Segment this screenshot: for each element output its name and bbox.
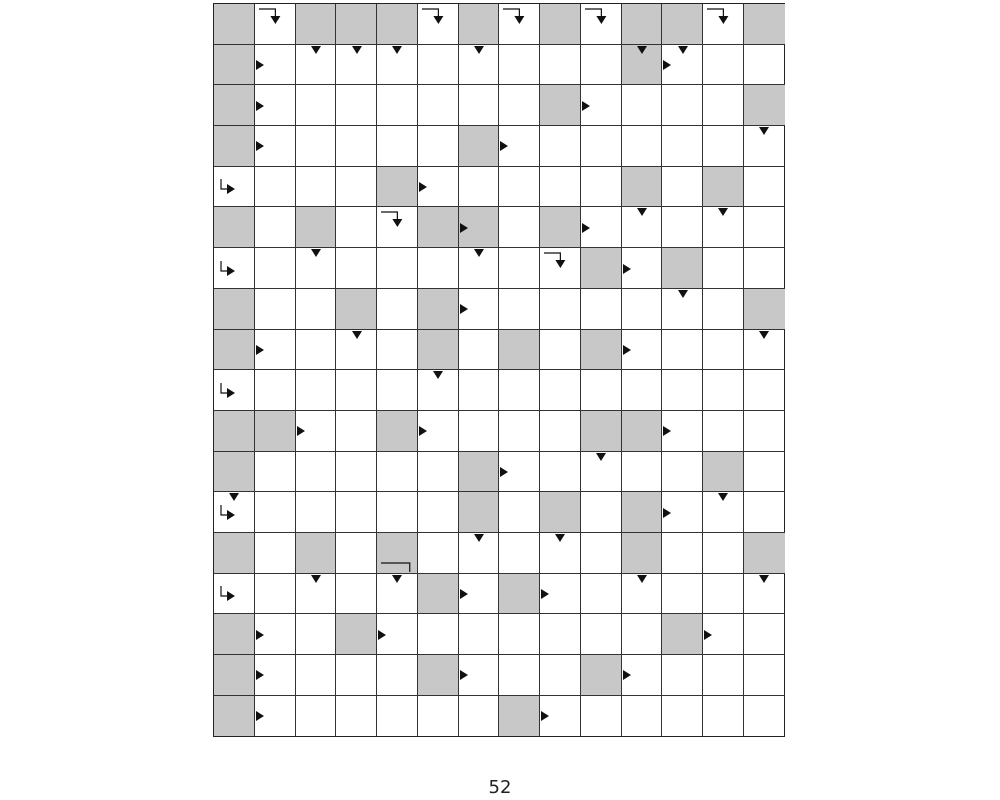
clue-cell <box>336 289 377 330</box>
answer-cell[interactable] <box>622 452 663 493</box>
answer-cell[interactable] <box>662 411 703 452</box>
answer-cell[interactable] <box>296 614 337 655</box>
answer-cell[interactable] <box>744 411 785 452</box>
clue-cell <box>622 533 663 574</box>
answer-cell[interactable] <box>255 696 296 737</box>
answer-cell[interactable] <box>540 452 581 493</box>
answer-cell[interactable] <box>662 85 703 126</box>
answer-cell[interactable] <box>336 533 377 574</box>
answer-cell[interactable] <box>662 167 703 208</box>
clue-cell <box>459 207 500 248</box>
answer-cell[interactable] <box>418 452 459 493</box>
answer-cell[interactable] <box>499 45 540 86</box>
clue-cell <box>622 4 663 45</box>
answer-cell[interactable] <box>540 614 581 655</box>
clue-cell <box>214 4 255 45</box>
answer-cell[interactable] <box>581 614 622 655</box>
answer-cell[interactable] <box>336 330 377 371</box>
clue-cell <box>214 614 255 655</box>
answer-cell[interactable] <box>377 207 418 248</box>
answer-cell[interactable] <box>459 330 500 371</box>
answer-cell[interactable] <box>255 289 296 330</box>
answer-cell[interactable] <box>296 45 337 86</box>
answer-cell[interactable] <box>377 370 418 411</box>
clue-cell <box>459 452 500 493</box>
clue-cell <box>214 45 255 86</box>
answer-cell[interactable] <box>622 248 663 289</box>
answer-cell[interactable] <box>744 126 785 167</box>
answer-cell[interactable] <box>377 126 418 167</box>
answer-cell[interactable] <box>581 126 622 167</box>
answer-cell[interactable] <box>581 167 622 208</box>
clue-cell <box>214 289 255 330</box>
answer-cell[interactable] <box>540 248 581 289</box>
answer-cell[interactable] <box>662 289 703 330</box>
answer-cell[interactable] <box>744 248 785 289</box>
answer-cell[interactable] <box>703 330 744 371</box>
answer-cell[interactable] <box>622 696 663 737</box>
answer-cell[interactable] <box>377 492 418 533</box>
answer-cell[interactable] <box>499 248 540 289</box>
answer-cell[interactable] <box>459 370 500 411</box>
clue-cell <box>622 45 663 86</box>
clue-cell <box>214 411 255 452</box>
answer-cell[interactable] <box>744 574 785 615</box>
clue-cell <box>214 655 255 696</box>
answer-cell[interactable] <box>296 167 337 208</box>
answer-cell[interactable] <box>540 289 581 330</box>
clue-cell <box>540 492 581 533</box>
answer-cell[interactable] <box>255 126 296 167</box>
answer-cell[interactable] <box>662 207 703 248</box>
clue-cell <box>581 655 622 696</box>
answer-cell[interactable] <box>499 4 540 45</box>
answer-cell[interactable] <box>744 45 785 86</box>
clue-cell <box>703 452 744 493</box>
answer-cell[interactable] <box>744 370 785 411</box>
answer-cell[interactable] <box>377 289 418 330</box>
answer-cell[interactable] <box>296 574 337 615</box>
answer-cell[interactable] <box>499 370 540 411</box>
answer-cell[interactable] <box>459 614 500 655</box>
answer-cell[interactable] <box>418 85 459 126</box>
answer-cell[interactable] <box>255 248 296 289</box>
answer-cell[interactable] <box>499 167 540 208</box>
answer-cell[interactable] <box>662 126 703 167</box>
answer-cell[interactable] <box>581 696 622 737</box>
clue-cell <box>499 696 540 737</box>
answer-cell[interactable] <box>255 4 296 45</box>
answer-cell[interactable] <box>214 248 255 289</box>
clue-cell <box>418 330 459 371</box>
answer-cell[interactable] <box>255 370 296 411</box>
answer-cell[interactable] <box>377 696 418 737</box>
answer-cell[interactable] <box>377 45 418 86</box>
answer-cell[interactable] <box>255 207 296 248</box>
clue-cell <box>744 289 785 330</box>
answer-cell[interactable] <box>744 207 785 248</box>
answer-cell[interactable] <box>703 574 744 615</box>
answer-cell[interactable] <box>418 370 459 411</box>
answer-cell[interactable] <box>703 45 744 86</box>
answer-cell[interactable] <box>296 411 337 452</box>
clue-cell <box>662 614 703 655</box>
answer-cell[interactable] <box>662 696 703 737</box>
answer-cell[interactable] <box>703 248 744 289</box>
answer-cell[interactable] <box>255 330 296 371</box>
answer-cell[interactable] <box>703 614 744 655</box>
answer-cell[interactable] <box>459 533 500 574</box>
answer-cell[interactable] <box>581 533 622 574</box>
answer-cell[interactable] <box>255 167 296 208</box>
clue-cell <box>336 614 377 655</box>
clue-cell <box>662 4 703 45</box>
clue-cell <box>214 696 255 737</box>
clue-cell <box>214 207 255 248</box>
answer-cell[interactable] <box>255 614 296 655</box>
answer-cell[interactable] <box>744 655 785 696</box>
clue-cell <box>540 4 581 45</box>
answer-cell[interactable] <box>662 655 703 696</box>
answer-cell[interactable] <box>214 574 255 615</box>
clue-cell <box>581 248 622 289</box>
answer-cell[interactable] <box>703 289 744 330</box>
answer-cell[interactable] <box>459 45 500 86</box>
answer-cell[interactable] <box>662 452 703 493</box>
answer-cell[interactable] <box>499 207 540 248</box>
answer-cell[interactable] <box>459 574 500 615</box>
answer-cell[interactable] <box>459 655 500 696</box>
answer-cell[interactable] <box>296 492 337 533</box>
answer-cell[interactable] <box>622 370 663 411</box>
answer-cell[interactable] <box>499 452 540 493</box>
clue-cell <box>581 411 622 452</box>
clue-cell <box>622 167 663 208</box>
clue-cell <box>214 330 255 371</box>
answer-cell[interactable] <box>255 533 296 574</box>
answer-cell[interactable] <box>459 411 500 452</box>
answer-cell[interactable] <box>744 492 785 533</box>
answer-cell[interactable] <box>255 492 296 533</box>
answer-cell[interactable] <box>418 411 459 452</box>
answer-cell[interactable] <box>336 207 377 248</box>
answer-cell[interactable] <box>336 370 377 411</box>
answer-cell[interactable] <box>459 289 500 330</box>
answer-cell[interactable] <box>540 330 581 371</box>
answer-cell[interactable] <box>255 45 296 86</box>
answer-cell[interactable] <box>703 370 744 411</box>
answer-cell[interactable] <box>336 492 377 533</box>
answer-cell[interactable] <box>296 289 337 330</box>
answer-cell[interactable] <box>336 655 377 696</box>
answer-cell[interactable] <box>662 574 703 615</box>
clue-cell-top <box>499 330 539 351</box>
clue-cell <box>622 411 663 452</box>
answer-cell[interactable] <box>703 85 744 126</box>
answer-cell[interactable] <box>336 45 377 86</box>
answer-cell[interactable] <box>296 696 337 737</box>
clue-cell <box>459 492 500 533</box>
answer-cell[interactable] <box>418 45 459 86</box>
clue-cell <box>418 289 459 330</box>
clue-cell <box>296 533 337 574</box>
answer-cell[interactable] <box>459 167 500 208</box>
answer-cell[interactable] <box>744 614 785 655</box>
answer-cell[interactable] <box>296 126 337 167</box>
answer-cell[interactable] <box>581 452 622 493</box>
answer-cell[interactable] <box>622 289 663 330</box>
answer-cell[interactable] <box>418 492 459 533</box>
answer-cell[interactable] <box>744 167 785 208</box>
answer-cell[interactable] <box>459 696 500 737</box>
clue-cell <box>377 167 418 208</box>
answer-cell[interactable] <box>214 492 255 533</box>
answer-cell[interactable] <box>499 655 540 696</box>
answer-cell[interactable] <box>581 574 622 615</box>
answer-cell[interactable] <box>540 533 581 574</box>
answer-cell[interactable] <box>540 655 581 696</box>
answer-cell[interactable] <box>499 85 540 126</box>
clue-cell <box>459 126 500 167</box>
clue-cell <box>377 411 418 452</box>
clue-cell <box>377 533 418 574</box>
answer-cell[interactable] <box>255 85 296 126</box>
answer-cell[interactable] <box>703 4 744 45</box>
answer-cell[interactable] <box>581 492 622 533</box>
answer-cell[interactable] <box>499 614 540 655</box>
clue-cell <box>744 85 785 126</box>
answer-cell[interactable] <box>581 370 622 411</box>
answer-cell[interactable] <box>377 248 418 289</box>
answer-cell[interactable] <box>377 655 418 696</box>
answer-cell[interactable] <box>499 411 540 452</box>
answer-cell[interactable] <box>540 126 581 167</box>
clue-cell <box>499 330 540 371</box>
clue-cell <box>744 4 785 45</box>
answer-cell[interactable] <box>703 207 744 248</box>
clue-cell <box>540 85 581 126</box>
answer-cell[interactable] <box>336 452 377 493</box>
clue-cell <box>336 4 377 45</box>
clue-cell <box>214 126 255 167</box>
answer-cell[interactable] <box>662 533 703 574</box>
answer-cell[interactable] <box>540 574 581 615</box>
clue-cell <box>622 492 663 533</box>
answer-cell[interactable] <box>622 574 663 615</box>
clue-cell <box>499 574 540 615</box>
answer-cell[interactable] <box>377 330 418 371</box>
answer-cell[interactable] <box>255 655 296 696</box>
clue-cell <box>459 4 500 45</box>
clue-cell <box>296 4 337 45</box>
answer-cell[interactable] <box>540 167 581 208</box>
answer-cell[interactable] <box>418 167 459 208</box>
answer-cell[interactable] <box>296 85 337 126</box>
clue-cell <box>540 207 581 248</box>
clue-cell <box>662 248 703 289</box>
page-number: 52 <box>488 777 512 798</box>
answer-cell[interactable] <box>662 330 703 371</box>
answer-cell[interactable] <box>662 492 703 533</box>
clue-cell <box>581 330 622 371</box>
answer-cell[interactable] <box>662 370 703 411</box>
answer-cell[interactable] <box>744 696 785 737</box>
answer-cell[interactable] <box>622 655 663 696</box>
answer-cell[interactable] <box>377 85 418 126</box>
answer-cell[interactable] <box>336 411 377 452</box>
clue-cell <box>418 655 459 696</box>
answer-cell[interactable] <box>336 126 377 167</box>
clue-cell <box>377 4 418 45</box>
clue-cell <box>214 533 255 574</box>
answer-cell[interactable] <box>540 411 581 452</box>
answer-cell[interactable] <box>296 655 337 696</box>
answer-cell[interactable] <box>540 696 581 737</box>
answer-cell[interactable] <box>255 574 296 615</box>
answer-cell[interactable] <box>581 289 622 330</box>
answer-cell[interactable] <box>336 85 377 126</box>
answer-cell[interactable] <box>703 126 744 167</box>
answer-cell[interactable] <box>703 492 744 533</box>
answer-cell[interactable] <box>540 370 581 411</box>
answer-cell[interactable] <box>622 126 663 167</box>
answer-cell[interactable] <box>418 126 459 167</box>
answer-cell[interactable] <box>418 696 459 737</box>
answer-cell[interactable] <box>622 330 663 371</box>
crossword-grid <box>213 3 785 737</box>
answer-cell[interactable] <box>214 167 255 208</box>
answer-cell[interactable] <box>459 85 500 126</box>
answer-cell[interactable] <box>622 207 663 248</box>
answer-cell[interactable] <box>418 248 459 289</box>
answer-cell[interactable] <box>662 45 703 86</box>
answer-cell[interactable] <box>581 45 622 86</box>
answer-cell[interactable] <box>255 452 296 493</box>
answer-cell[interactable] <box>744 330 785 371</box>
answer-cell[interactable] <box>499 289 540 330</box>
answer-cell[interactable] <box>744 452 785 493</box>
answer-cell[interactable] <box>214 370 255 411</box>
answer-cell[interactable] <box>418 4 459 45</box>
answer-cell[interactable] <box>418 533 459 574</box>
answer-cell[interactable] <box>296 248 337 289</box>
clue-cell <box>214 85 255 126</box>
answer-cell[interactable] <box>499 126 540 167</box>
answer-cell[interactable] <box>499 492 540 533</box>
answer-cell[interactable] <box>377 614 418 655</box>
answer-cell[interactable] <box>377 452 418 493</box>
answer-cell[interactable] <box>499 533 540 574</box>
answer-cell[interactable] <box>296 452 337 493</box>
clue-cell <box>214 452 255 493</box>
clue-cell <box>296 207 337 248</box>
answer-cell[interactable] <box>377 574 418 615</box>
answer-cell[interactable] <box>336 574 377 615</box>
clue-cell-bottom <box>499 349 539 369</box>
answer-cell[interactable] <box>703 696 744 737</box>
answer-cell[interactable] <box>703 411 744 452</box>
answer-cell[interactable] <box>703 655 744 696</box>
clue-cell <box>744 533 785 574</box>
answer-cell[interactable] <box>459 248 500 289</box>
answer-cell[interactable] <box>622 614 663 655</box>
clue-cell <box>255 411 296 452</box>
answer-cell[interactable] <box>296 370 337 411</box>
answer-cell[interactable] <box>296 330 337 371</box>
clue-cell <box>418 574 459 615</box>
answer-cell[interactable] <box>336 696 377 737</box>
answer-cell[interactable] <box>622 85 663 126</box>
answer-cell[interactable] <box>581 207 622 248</box>
clue-cell <box>418 207 459 248</box>
answer-cell[interactable] <box>703 533 744 574</box>
answer-cell[interactable] <box>540 45 581 86</box>
answer-cell[interactable] <box>336 167 377 208</box>
answer-cell[interactable] <box>581 4 622 45</box>
clue-cell <box>703 167 744 208</box>
answer-cell[interactable] <box>418 614 459 655</box>
answer-cell[interactable] <box>581 85 622 126</box>
answer-cell[interactable] <box>336 248 377 289</box>
